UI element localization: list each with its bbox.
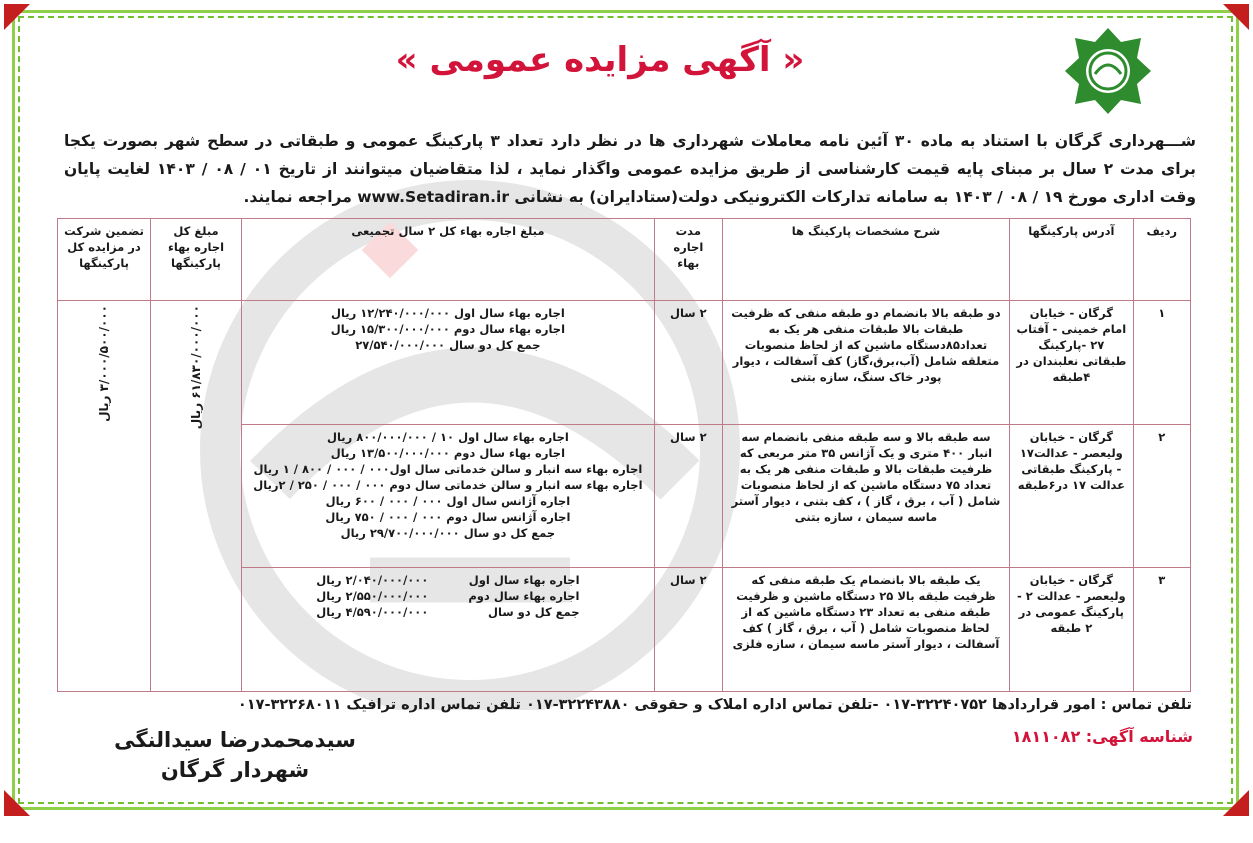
rent-line: اجاره بهاء سه انبار و سالن خدماتی سال دوم ۰۰۰ / ۰۰۰ / ۲۵۰ / ۲ریال [253, 478, 643, 493]
row-address: گرگان - خیابان ولیعصر - عدالت ۲ - پارکینگ عمومی در ۲ طبقه [1010, 567, 1133, 691]
rent-value: ۲/۵۵۰/۰۰۰/۰۰۰ ریال [316, 588, 429, 603]
row-address: گرگان - خیابان ولیعصر - عدالت۱۷ - پارکینگ طبقاتی عدالت ۱۷ در۶طبقه [1010, 425, 1133, 567]
header-rent: مبلغ اجاره بهاء کل ۲ سال تجمیعی [241, 219, 654, 301]
parking-table [57, 218, 1191, 692]
row-address: گرگان - خیابان امام خمینی - آفتاب ۲۷ -پارکینگ طبقاتی نعلبندان در ۴طبقه [1010, 301, 1133, 425]
rent-value: ۲/۰۴۰/۰۰۰/۰۰۰ ریال [316, 572, 429, 587]
row-description: سه طبقه بالا و سه طبقه منفی بانضمام سه انبار ۴۰۰ متری و یک آژانس ۳۵ متر مربعی که ظرفیت طبقات بالا و طبقات منفی هر یک به تعداد ۷۵ دستگاه ماشین که از لحاظ منصوبات شامل ( آب ، برق ، گاز ) ، کف بتنی ، دیوار آستر ماسه سیمان ، سازه بتنی [722, 425, 1009, 567]
rent-line: اجاره بهاء سه انبار و سالن خدماتی سال اول۰۰۰ / ۰۰۰ / ۸۰۰ / ۱ ریال [253, 462, 643, 477]
header-description: شرح مشخصات پارکینگ ها [722, 219, 1009, 301]
table-header-row [58, 219, 1191, 301]
rent-line: جمع کل دو سال ۲۹/۷۰۰/۰۰۰/۰۰۰ ریال [340, 526, 556, 541]
rent-label: اجاره بهاء سال دوم [468, 588, 580, 603]
rent-value: ۴/۵۹۰/۰۰۰/۰۰۰ ریال [316, 604, 429, 619]
row-description: دو طبقه بالا بانضمام دو طبقه منفی که ظرفیت طبقات بالا طبقات منفی هر یک به تعداد۸۵دستگاه ماشین که از لحاظ منصوبات متعلقه شامل (آب،برق،گاز) کف آسفالت ، دیوار پودر خاک سنگ، سازه بتنی [722, 301, 1009, 425]
row-duration: ۲ سال [654, 425, 722, 567]
signature-name: سیدمحمدرضا سیدالنگی [114, 728, 356, 752]
rent-line: اجاره آژانس سال دوم ۰۰۰ / ۰۰۰ / ۷۵۰ ریال [325, 510, 571, 525]
intro-paragraph: شـــهرداری گرگان با استناد به ماده ۳۰ آئین نامه معاملات شهرداری ها در نظر دارد تعداد ۳ پارکینگ عمومی و طبقاتی در سطح شهر بصورت یکجا برای مدت ۲ سال بر مبنای پایه قیمت کارشناسی از طریق مزایده عمومی واگذار نماید ، لذا متقاضیان میتوانند از تاریخ ۰۱ / ۰۸ / ۱۴۰۳ لغایت پایان وقت اداری مورخ ۱۹ / ۰۸ / ۱۴۰۳ به سامانه تدارکات الکترونیکی دولت(ستادایران) به نشانی www.Setadiran.ir مراجعه نمایند. [64, 132, 1197, 206]
contact-phones: تلفن تماس : امور قراردادها ۳۲۲۴۰۷۵۲-۰۱۷ -تلفن تماس اداره املاک و حقوقی ۳۲۲۴۳۸۸۰-۰۱۷ تلفن تماس اداره ترافیک ۳۲۲۶۸۰۱۱-۰۱۷ [237, 697, 1192, 713]
guarantee-cell [58, 301, 151, 692]
row-rent [241, 425, 654, 567]
row-duration: ۲ سال [654, 567, 722, 691]
total-rent-cell [151, 301, 242, 692]
row-number: ۱ [1133, 301, 1190, 425]
ad-id: شناسه آگهی: ۱۸۱۱۰۸۲ [1011, 727, 1193, 746]
row-number: ۲ [1133, 425, 1190, 567]
signature-block [110, 725, 360, 785]
rent-label: جمع کل دو سال [488, 604, 580, 619]
rent-line: جمع کل دو سال ۲۷/۵۴۰/۰۰۰/۰۰۰ [355, 338, 541, 353]
rent-line: اجاره بهاء سال اول ۱۰ / ۸۰۰/۰۰۰/۰۰۰ ریال [326, 430, 569, 445]
notice-title: « آگهی مزایده عمومی » [395, 40, 805, 80]
row-duration: ۲ سال [654, 301, 722, 425]
row-rent [241, 301, 654, 425]
header-address: آدرس پارکینگها [1010, 219, 1133, 301]
guarantee-value: ۳/۰۰۰/۵۰۰/۰۰۰ ریال [97, 305, 112, 423]
header-duration: مدت اجاره بهاء [654, 219, 722, 301]
header-total: مبلغ کل اجاره بهاء پارکینگها [151, 219, 242, 301]
rent-line: اجاره آژانس سال اول ۰۰۰ / ۰۰۰ / ۶۰۰ ریال [325, 494, 571, 509]
rent-line: اجاره بهاء سال دوم ۱۳/۵۰۰/۰۰۰/۰۰۰ ریال [330, 446, 566, 461]
table-row [58, 301, 1191, 425]
rent-line: اجاره بهاء سال اول ۱۲/۲۴۰/۰۰۰/۰۰۰ ریال [330, 306, 565, 321]
row-description: یک طبقه بالا بانضمام یک طبقه منفی که ظرفیت طبقه بالا ۲۵ دستگاه ماشین و ظرفیت طبقه منفی به تعداد ۲۳ دستگاه ماشین که از لحاظ منصوبات شامل ( آب ، برق ، گاز ) کف آسفالت ، دیوار آستر ماسه سیمان ، سازه فلزی [722, 567, 1009, 691]
municipality-logo [1063, 26, 1153, 116]
header-row-number: ردیف [1133, 219, 1190, 301]
signature-role: شهردار گرگان [160, 758, 310, 782]
rent-line: اجاره بهاء سال دوم ۱۵/۳۰۰/۰۰۰/۰۰۰ ریال [330, 322, 566, 337]
rent-label: اجاره بهاء سال اول [468, 572, 580, 587]
row-rent [241, 567, 654, 691]
header-guarantee: تضمین شرکت در مزایده کل پارکینگها [58, 219, 151, 301]
total-rent-value: ۶۱/۸۳۰/۰۰۰/۰۰۰ ریال [189, 305, 204, 430]
row-number: ۳ [1133, 567, 1190, 691]
